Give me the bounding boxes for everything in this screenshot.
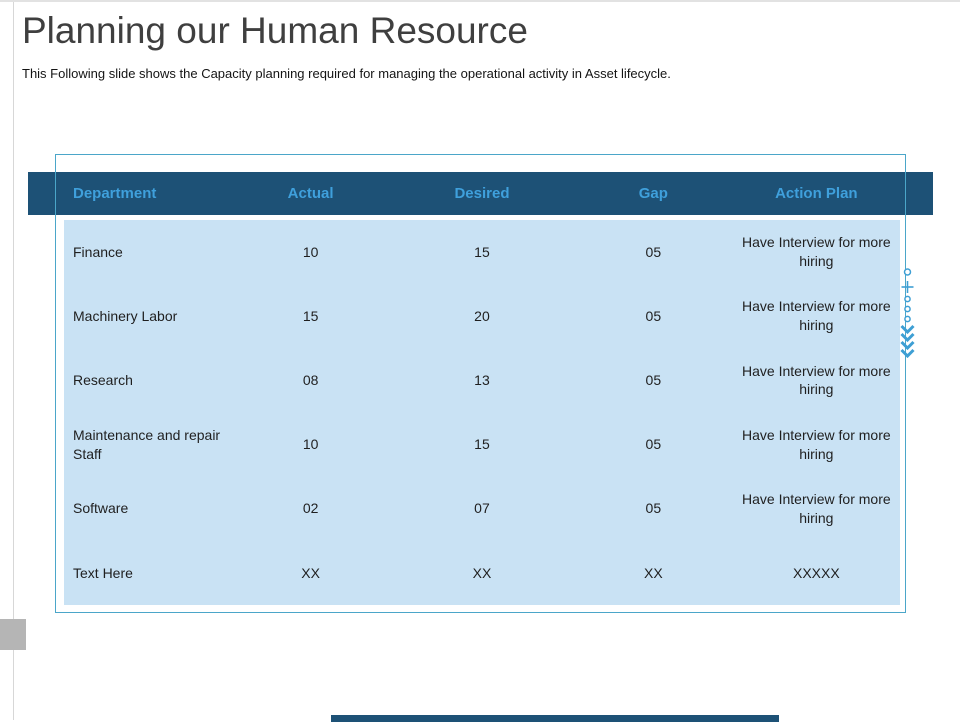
cell-actual: 15 xyxy=(302,307,319,324)
cell-actual: 10 xyxy=(302,436,319,453)
cell-gap: 05 xyxy=(645,243,662,260)
column-header-actual: Actual xyxy=(287,185,334,202)
capacity-planning-table xyxy=(64,220,900,605)
cell-department: Research xyxy=(73,371,133,388)
column-header-action-plan: Action Plan xyxy=(775,185,858,202)
cell-action-plan: Have Interview for more hiring xyxy=(742,362,891,398)
cell-action-plan: Have Interview for more hiring xyxy=(742,298,891,334)
table-row xyxy=(64,477,900,541)
cell-gap: XX xyxy=(643,564,663,581)
cell-gap: 05 xyxy=(645,436,662,453)
scroll-connector-icon xyxy=(899,264,916,358)
slide-margin-line xyxy=(13,2,14,720)
cell-department: Maintenance and repair Staff xyxy=(73,426,221,462)
table-row xyxy=(64,413,900,477)
page-title: Planning our Human Resource xyxy=(22,10,528,51)
column-header-gap: Gap xyxy=(638,185,668,202)
cell-action-plan: Have Interview for more hiring xyxy=(742,234,891,270)
cell-department: Text Here xyxy=(73,564,133,581)
cell-actual: 08 xyxy=(302,371,319,388)
slide-subtitle: This Following slide shows the Capacity planning required for managing the operational activity in Asset lifecycle. xyxy=(22,66,671,81)
cell-desired: 15 xyxy=(474,436,490,453)
cell-department: Finance xyxy=(73,243,123,260)
cell-action-plan: Have Interview for more hiring xyxy=(742,490,891,526)
table-row xyxy=(64,348,900,412)
column-header-desired: Desired xyxy=(454,185,510,202)
cell-actual: 10 xyxy=(302,243,319,260)
cell-desired: 07 xyxy=(474,500,490,517)
cell-desired: 15 xyxy=(474,243,490,260)
table-row xyxy=(64,284,900,348)
table-header-row xyxy=(64,172,900,215)
table-row xyxy=(64,220,900,284)
cell-department: Machinery Labor xyxy=(73,307,178,324)
cell-action-plan: Have Interview for more hiring xyxy=(742,426,891,462)
cell-gap: 05 xyxy=(645,500,662,517)
cell-actual: XX xyxy=(301,564,320,581)
slide-footer-bar xyxy=(331,715,779,722)
cell-gap: 05 xyxy=(645,307,662,324)
cell-desired: XX xyxy=(472,564,492,581)
table-row xyxy=(64,541,900,605)
cell-department: Software xyxy=(73,500,129,517)
slide-corner-block xyxy=(0,619,26,650)
cell-desired: 20 xyxy=(474,307,490,324)
cell-actual: 02 xyxy=(302,500,319,517)
column-header-department: Department xyxy=(73,185,157,202)
cell-desired: 13 xyxy=(474,371,490,388)
cell-action-plan: XXXXX xyxy=(792,564,840,581)
cell-gap: 05 xyxy=(645,371,662,388)
